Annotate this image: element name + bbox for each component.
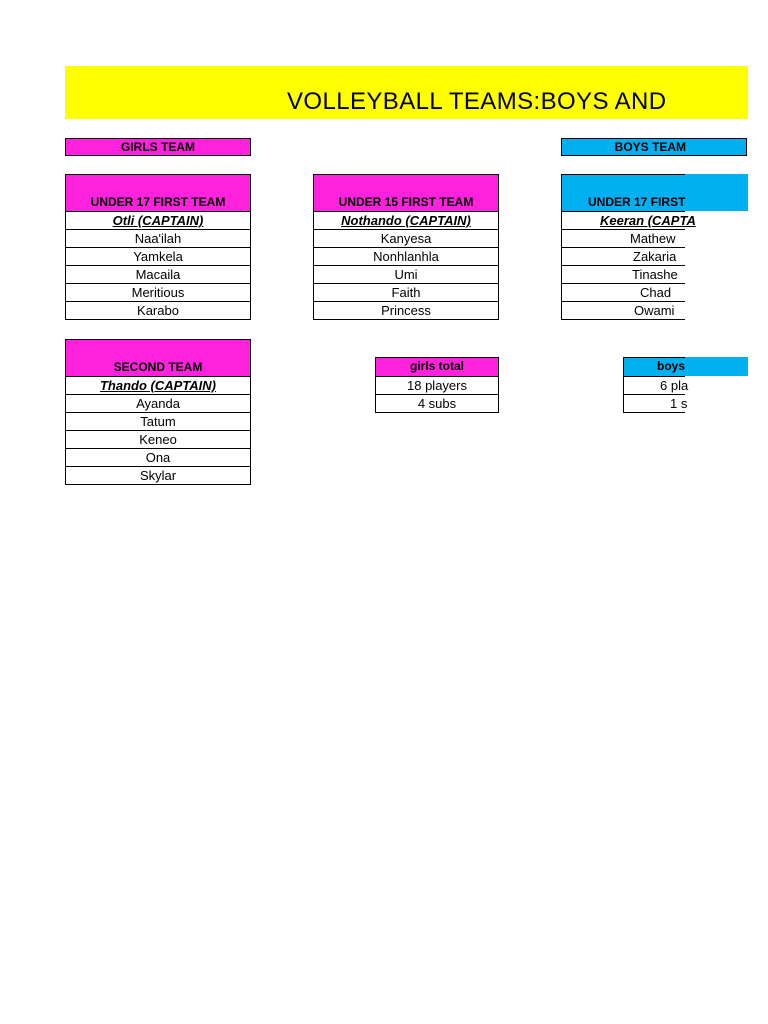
table-row: Tatum (65, 412, 251, 430)
table-row: Chad (561, 283, 685, 301)
girls-total-title: girls total (375, 357, 499, 376)
table-row: Yamkela (65, 247, 251, 265)
table-row: Macaila (65, 265, 251, 283)
boys-total-title: boys (623, 357, 685, 376)
table-row: Skylar (65, 466, 251, 485)
table-row: Ayanda (65, 394, 251, 412)
table-row: Owami (561, 301, 685, 320)
table-row: Tinashe (561, 265, 685, 283)
boys-total-extension (685, 357, 748, 376)
boys-u17-table (561, 174, 696, 320)
girls-total-table (375, 357, 499, 413)
boys-u17-clip (561, 174, 748, 324)
boys-header-clip (561, 138, 748, 157)
table-row: 1 s (623, 394, 685, 413)
girls-second-captain: Thando (CAPTAIN) (65, 376, 251, 394)
girls-u15-captain: Nothando (CAPTAIN) (313, 211, 499, 229)
table-row: Mathew (561, 229, 685, 247)
table-row: Faith (313, 283, 499, 301)
table-row: Nonhlanhla (313, 247, 499, 265)
boys-header-extension (685, 174, 748, 211)
page-title: VOLLEYBALL TEAMS:BOYS AND (287, 88, 667, 115)
table-row: Naa'ilah (65, 229, 251, 247)
table-row: Keneo (65, 430, 251, 448)
girls-u15-title: UNDER 15 FIRST TEAM (313, 174, 499, 211)
girls-second-table (65, 339, 251, 485)
girls-u17-captain: Otli (CAPTAIN) (65, 211, 251, 229)
table-row: 4 subs (375, 394, 499, 413)
table-row: Kanyesa (313, 229, 499, 247)
boys-total-table (623, 357, 689, 413)
girls-team-header: GIRLS TEAM (65, 138, 251, 156)
table-row: Zakaria (561, 247, 685, 265)
girls-u15-table (313, 174, 499, 320)
table-row: 18 players (375, 376, 499, 394)
boys-total-clip (623, 357, 748, 413)
girls-u17-title: UNDER 17 FIRST TEAM (65, 174, 251, 211)
table-row: 6 pla (623, 376, 685, 394)
table-row: Meritious (65, 283, 251, 301)
table-row: Umi (313, 265, 499, 283)
boys-u17-title: UNDER 17 FIRST (561, 174, 685, 211)
table-row: Princess (313, 301, 499, 320)
boys-team-header: BOYS TEAM (561, 138, 747, 156)
girls-u17-table (65, 174, 251, 320)
table-row: Karabo (65, 301, 251, 320)
boys-u17-captain: Keeran (CAPTA (561, 211, 685, 229)
table-row: Ona (65, 448, 251, 466)
title-banner (65, 66, 748, 119)
girls-second-title: SECOND TEAM (65, 339, 251, 376)
